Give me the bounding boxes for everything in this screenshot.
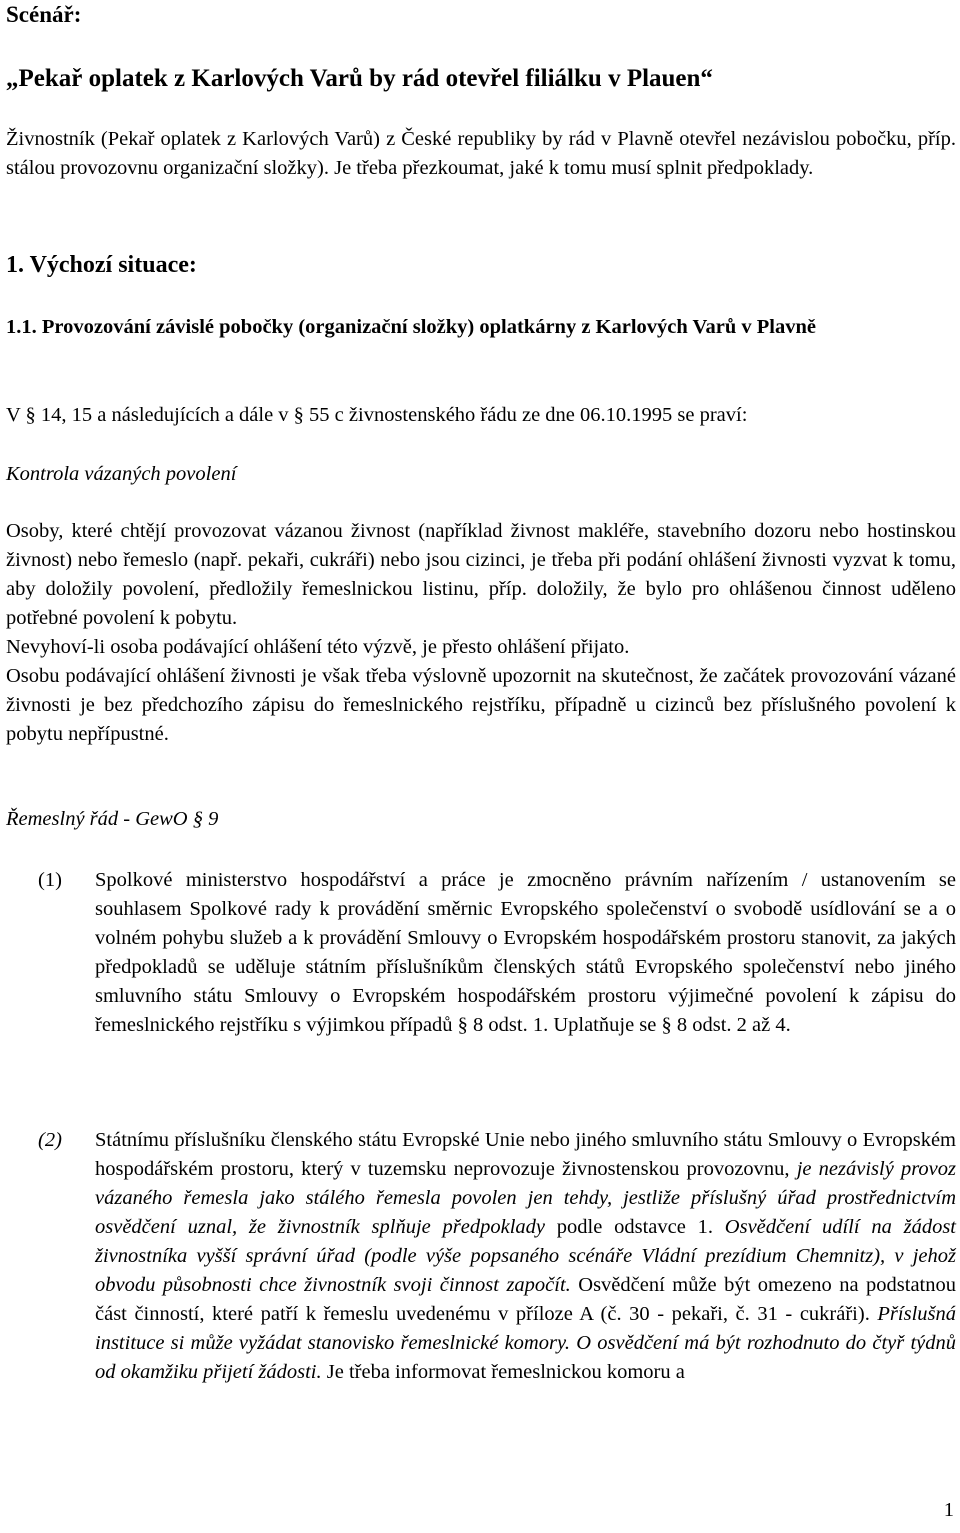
text-run: Státnímu příslušníku členského státu Evropské Unie nebo jiného smluvního státu Smlouvy o Evropském hospodářském prostoru, který v tuzemsku neprovozuje živnostenskou provozovnu, xyxy=(95,1129,956,1180)
paragraph: Osoby, které chtějí provozovat vázanou živnost (například živnost makléře, stavebního dozoru nebo hostinskou živnost) nebo řemeslo (např. pekaři, cukráři) nebo jsou cizinci, je třeba při podání ohlášení živnosti vyzvat k tomu, aby doložily povolení, předložily řemeslnickou listinu, příp. doložily, že bylo pro ohlášenou činnost uděleno potřebné povolení k pobytu. xyxy=(6,520,956,629)
list-number: (2) xyxy=(38,1129,62,1151)
section-heading-1-1: 1.1. Provozování závislé pobočky (organizační složky) oplatkárny z Karlových Varů v Plavně xyxy=(6,316,816,338)
paragraph: Nevyhoví-li osoba podávající ohlášení této výzvě, je přesto ohlášení přijato. xyxy=(6,636,630,658)
text-run-italic: je nezávislý provoz vázaného řemesla jako stálého řemesla povolen jen tehdy, jestliže příslušný úřad prostřednictvím osvědčení uznal, že živnostník splňuje předpoklady xyxy=(95,1158,957,1238)
subheading-vazana-povoleni: Kontrola vázaných povolení xyxy=(6,463,237,485)
text-run: podle odstavce 1. xyxy=(545,1216,725,1238)
list-number: (1) xyxy=(38,869,62,891)
subheading-remeslny-rad: Řemeslný řád - GewO § 9 xyxy=(6,808,219,830)
text-run: Osvědčení může být omezeno na podstatnou část činností, které patří k řemeslu uvedenému v příloze A (č. 30 - pekaři, č. 31 - cukráři). xyxy=(95,1274,956,1325)
document-title: „Pekař oplatek z Karlových Varů by rád otevřel filiálku v Plauen“ xyxy=(6,65,713,92)
list-item-1 xyxy=(6,866,956,1040)
text-run-italic: Osvědčení udílí na žádost živnostníka vyšší správní úřad (podle výše popsaného scénáře Vládní prezídium Chemnitz), v jehož obvodu působnosti chce živnostník svoji činnost započít. xyxy=(95,1216,956,1296)
scenario-heading: Scénář: xyxy=(6,2,82,27)
list-text: Spolkové ministerstvo hospodářství a práce je zmocněno právním nařízením / ustanovením se souhlasem Spolkové rady k provádění směrnic Evropského společenství o svobodě usídlování se a o volném pohybu služeb a k provádění Smlouvy o Evropském hospodářském prostoru stanovit, za jakých předpokladů se uděluje státním příslušníkům členských států Evropského společenství nebo jiného smluvního státu Smlouvy o Evropském hospodářském prostoru výjimečné povolení k zápisu do řemeslnického rejstříku s výjimkou případů § 8 odst. 1. Uplatňuje se § 8 odst. 2 až 4. xyxy=(95,869,956,1036)
list-item-2 xyxy=(6,1126,956,1387)
list-text xyxy=(95,1126,956,1387)
text-run: Je třeba informovat řemeslnickou komoru a xyxy=(321,1361,685,1383)
paragraph: Osobu podávající ohlášení živnosti je však třeba výslovně upozornit na skutečnost, že začátek provozování vázané živnosti je bez předchozího zápisu do řemeslnického rejstříku, případně u cizinců bez příslušného povolení k pobytu nepřípustné. xyxy=(6,665,956,745)
body-paragraphs xyxy=(6,517,956,749)
section-heading-1: 1. Výchozí situace: xyxy=(6,252,197,278)
legal-reference: V § 14, 15 a následujících a dále v § 55 c živnostenského řádu ze dne 06.10.1995 se praví: xyxy=(6,404,748,426)
text-run-italic: Příslušná instituce si může vyžádat stanovisko řemeslnické komory. O osvědčení má být rozhodnuto do čtyř týdnů od okamžiku přijetí žádosti. xyxy=(95,1303,956,1383)
page-number: 1 xyxy=(943,1499,954,1521)
intro-paragraph: Živnostník (Pekař oplatek z Karlových Varů) z České republiky by rád v Plavně otevřel nezávislou pobočku, příp. stálou provozovnu organizační složky). Je třeba přezkoumat, jaké k tomu musí splnit předpoklady. xyxy=(6,128,956,179)
